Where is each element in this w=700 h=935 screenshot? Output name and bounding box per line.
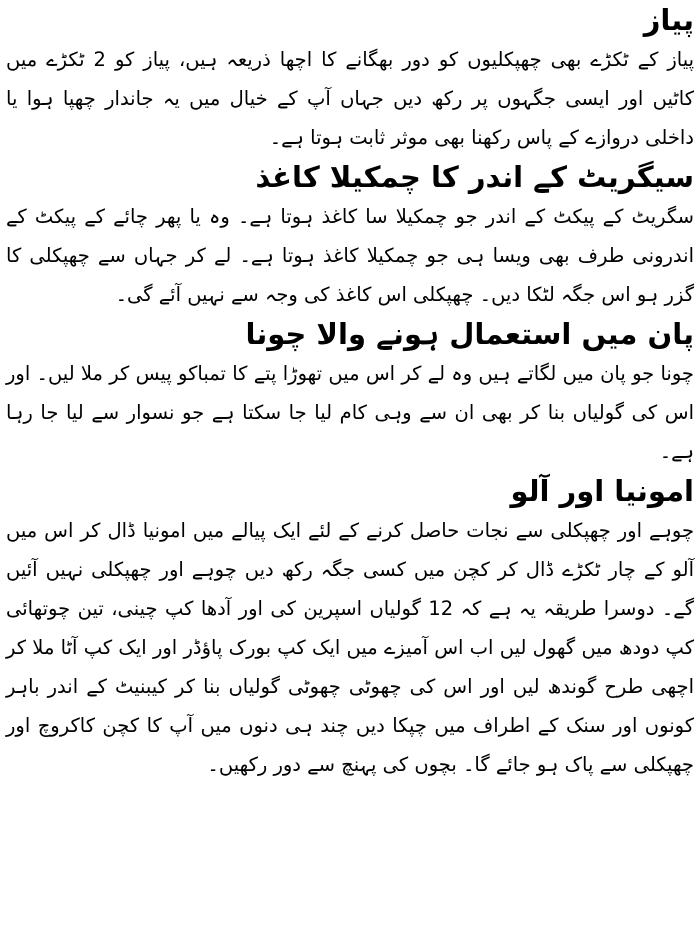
section-onion bbox=[6, 0, 694, 157]
section-ammonia-potato bbox=[6, 471, 694, 784]
section-heading: سیگریٹ کے اندر کا چمکیلا کاغذ bbox=[255, 160, 694, 194]
section-lime bbox=[6, 314, 694, 471]
section-heading: پیاز bbox=[643, 3, 694, 37]
section-paragraph: چونا جو پان میں لگاتے ہیں وہ لے کر اس میں تھوڑا پتے کا تمباکو پیس کر ملا لیں۔ اور اس کی گولیاں بنا کر بھی ان سے وہی کام لیا جا سکتا ہے جو نسوار سے لیا جا رہا ہے۔ bbox=[6, 362, 694, 463]
section-paragraph: پیاز کے ٹکڑے بھی چھپکلیوں کو دور بھگانے کا اچھا ذریعہ ہیں، پیاز کو 2 ٹکڑے میں کاٹیں اور ایسی جگہوں پر رکھ دیں جہاں آپ کے خیال میں یہ جاندار چھپا ہوا یا داخلی دروازے کے پاس رکھنا بھی موثر ثابت ہوتا ہے۔ bbox=[6, 48, 695, 149]
section-paragraph: چوہے اور چھپکلی سے نجات حاصل کرنے کے لئے ایک پیالے میں امونیا ڈال کر اس میں آلو کے چار ٹکڑے ڈال کر کچن میں کسی جگہ رکھ دیں چوہے اور چھپکلی نہیں آئیں گے۔ دوسرا طریقہ یہ ہے کہ 12 گولیاں اسپرین کی اور آدھا کپ چینی، تین چوتھائی کپ دودھ میں گھول لیں اب اس آمیزے میں ایک کپ بورک پاؤڈر اور ایک کپ آٹا ملا کر اچھی طرح گوندھ لیں اور اس کی چھوٹی چھوٹی گولیاں بنا کر کیبنیٹ کے اندر باہر کونوں اور سنک کے اطراف میں چپکا دیں چند ہی دنوں میں آپ کا کچن کاکروچ اور چھپکلی سے پاک ہو جائے گا۔ بچوں کی پہنچ سے دور رکھیں۔ bbox=[6, 519, 694, 776]
section-heading: امونیا اور آلو bbox=[510, 474, 694, 508]
section-heading: پان میں استعمال ہونے والا چونا bbox=[245, 317, 694, 351]
section-cigarette-foil bbox=[6, 157, 694, 314]
section-paragraph: سگریٹ کے پیکٹ کے اندر جو چمکیلا سا کاغذ ہوتا ہے۔ وہ یا پھر چائے کے پیکٹ کے اندرونی طرف بھی ویسا ہی جو چمکیلا کاغذ ہوتا ہے۔ لے کر جہاں سے چھپکلی کا گزر ہو اس جگہ لٹکا دیں۔ چھپکلی اس کاغذ کی وجہ سے نہیں آئے گی۔ bbox=[6, 205, 694, 306]
